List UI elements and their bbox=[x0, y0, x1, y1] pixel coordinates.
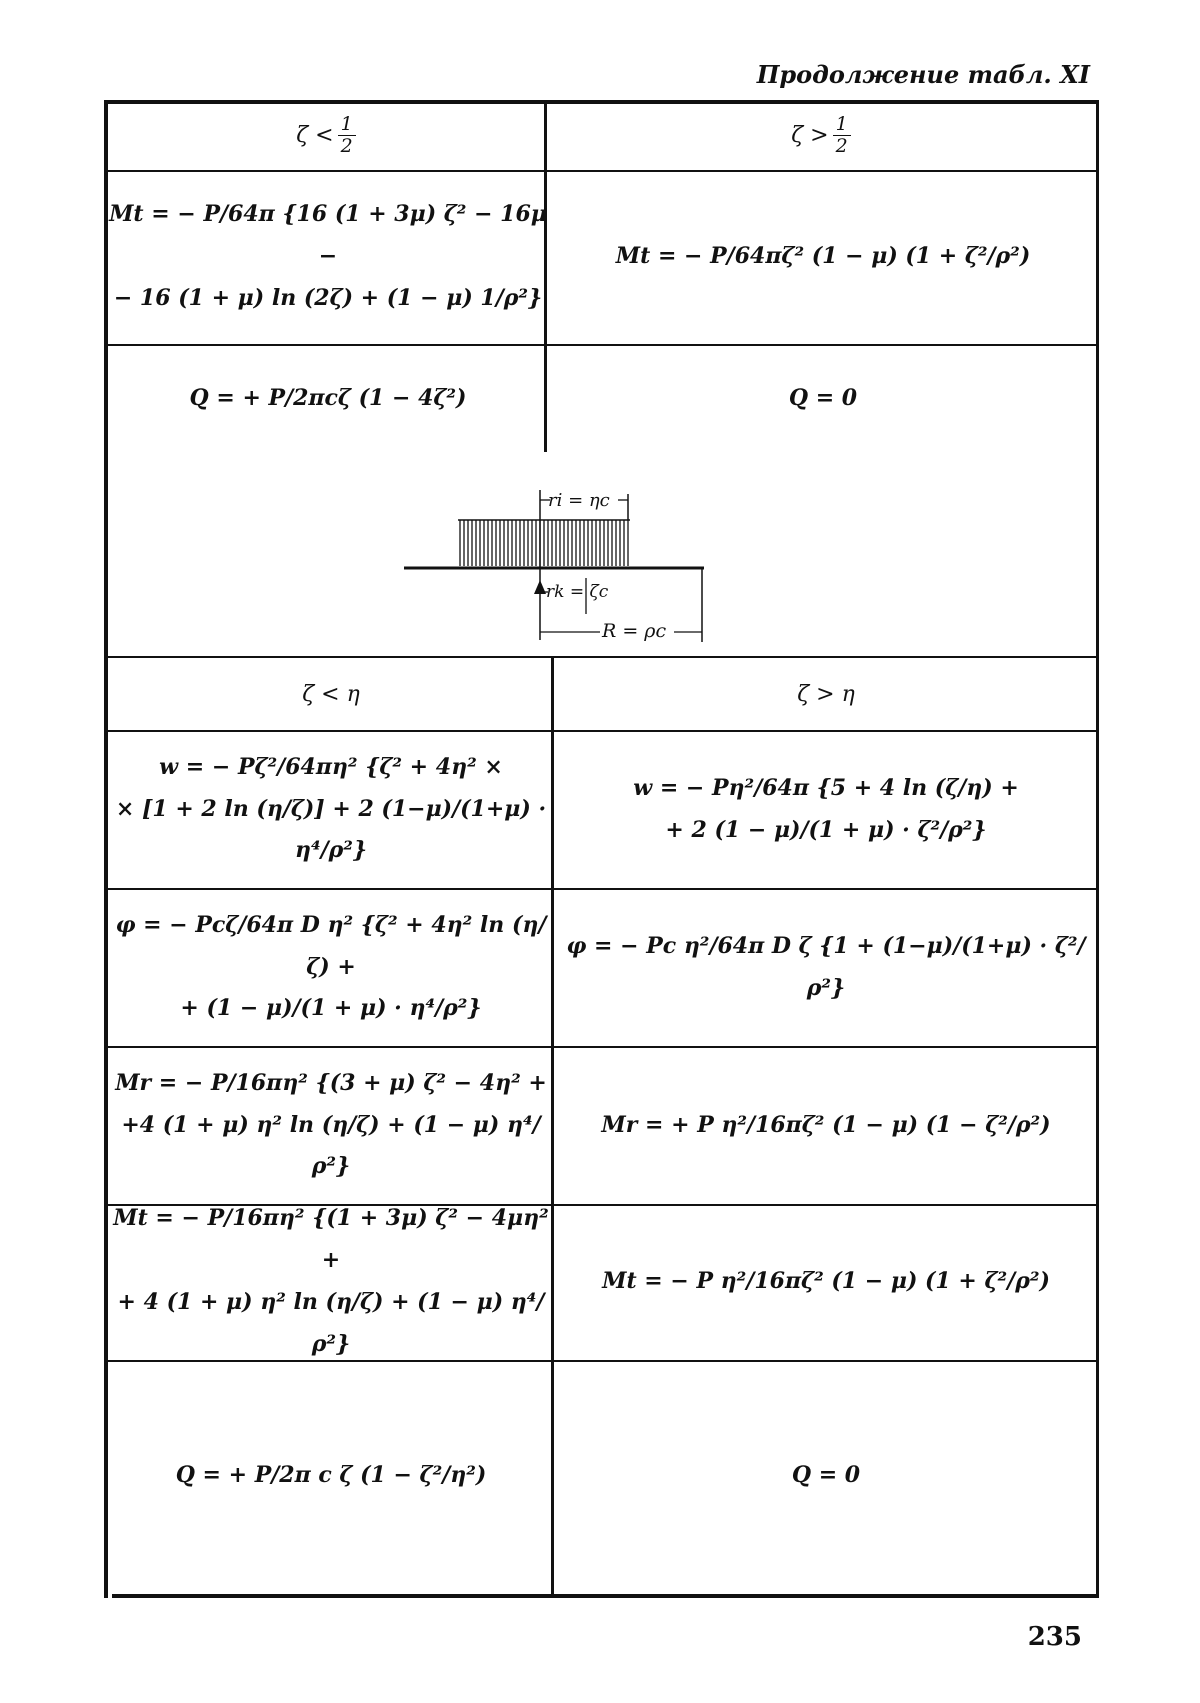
section2-row2-right: φ = − Pc η²/64π D ζ {1 + (1−μ)/(1+μ) · ζ²/ρ²} bbox=[566, 932, 1086, 1001]
section1-header-right-lhs: ζ > bbox=[791, 122, 829, 148]
section1-header-right bbox=[548, 100, 1098, 170]
section1-header-right-num: 1 bbox=[833, 114, 851, 136]
label-rk: rk = ζc bbox=[546, 582, 609, 602]
section1-row2-right: Q = 0 bbox=[788, 384, 858, 411]
section1-header-left-den: 2 bbox=[340, 134, 353, 157]
section1-header-right-frac bbox=[833, 114, 851, 157]
section1-column-divider bbox=[544, 100, 547, 452]
section2-row4-right: Mt = − P η²/16πζ² (1 − μ) (1 + ζ²/ρ²) bbox=[602, 1268, 1050, 1295]
section2-row2-left: φ = − Pcζ/64π D η² {ζ² + 4η² ln (η/ζ) + + (1 − μ)/(1 + μ) · η⁴/ρ²} bbox=[115, 911, 547, 1022]
section1-row1-right: Mt = − P/64πζ² (1 − μ) (1 + ζ²/ρ²) bbox=[615, 243, 1031, 270]
section2-header-left: ζ < η bbox=[302, 681, 360, 707]
section2-column-divider bbox=[551, 658, 554, 1594]
page-number: 235 bbox=[1027, 1622, 1082, 1652]
section2-row1-left: w = − Pζ²/64πη² {ζ² + 4η² × × [1 + 2 ln (η/ζ)] + 2 (1−μ)/(1+μ) · η⁴/ρ²} bbox=[115, 753, 547, 864]
section1-header-right-den: 2 bbox=[835, 134, 848, 157]
section2-row3-right: Mr = + P η²/16πζ² (1 − μ) (1 − ζ²/ρ²) bbox=[601, 1111, 1051, 1138]
section1-row1-left: Mt = − P/64π {16 (1 + 3μ) ζ² − 16μ − − 16 (1 + μ) ln (2ζ) + (1 − μ) 1/ρ²} bbox=[109, 201, 547, 311]
section2-header-right: ζ > η bbox=[797, 681, 855, 707]
section2-row3-left: Mr = − P/16πη² {(3 + μ) ζ² − 4η² + +4 (1 + μ) η² ln (η/ζ) + (1 − μ) η⁴/ρ²} bbox=[115, 1069, 547, 1180]
section1-header-left bbox=[108, 100, 548, 170]
table-bottom-border bbox=[112, 1594, 1096, 1598]
section2-row5-left: Q = + P/2π c ζ (1 − ζ²/η²) bbox=[175, 1462, 487, 1489]
section1-row2-left: Q = + P/2πcζ (1 − 4ζ²) bbox=[189, 384, 467, 411]
section2-row1-right: w = − Pη²/64π {5 + 4 ln (ζ/η) + + 2 (1 − μ)/(1 + μ) · ζ²/ρ²} bbox=[633, 774, 1019, 843]
section1-header-left-num: 1 bbox=[338, 114, 356, 136]
section2-row4-left: Mt = − P/16πη² {(1 + 3μ) ζ² − 4μη² + + 4 (1 + μ) η² ln (η/ζ) + (1 − μ) η⁴/ρ²} bbox=[113, 1205, 549, 1357]
continuation-header: Продолжение табл. XI bbox=[756, 60, 1090, 89]
section2-row5-right: Q = 0 bbox=[791, 1462, 861, 1489]
label-R: R = ρc bbox=[602, 620, 667, 642]
label-ri: ri = ηc bbox=[548, 490, 610, 511]
formula-table bbox=[104, 100, 1099, 1598]
section1-header-left-lhs: ζ < bbox=[296, 122, 334, 148]
section1-header-left-frac bbox=[338, 114, 356, 157]
